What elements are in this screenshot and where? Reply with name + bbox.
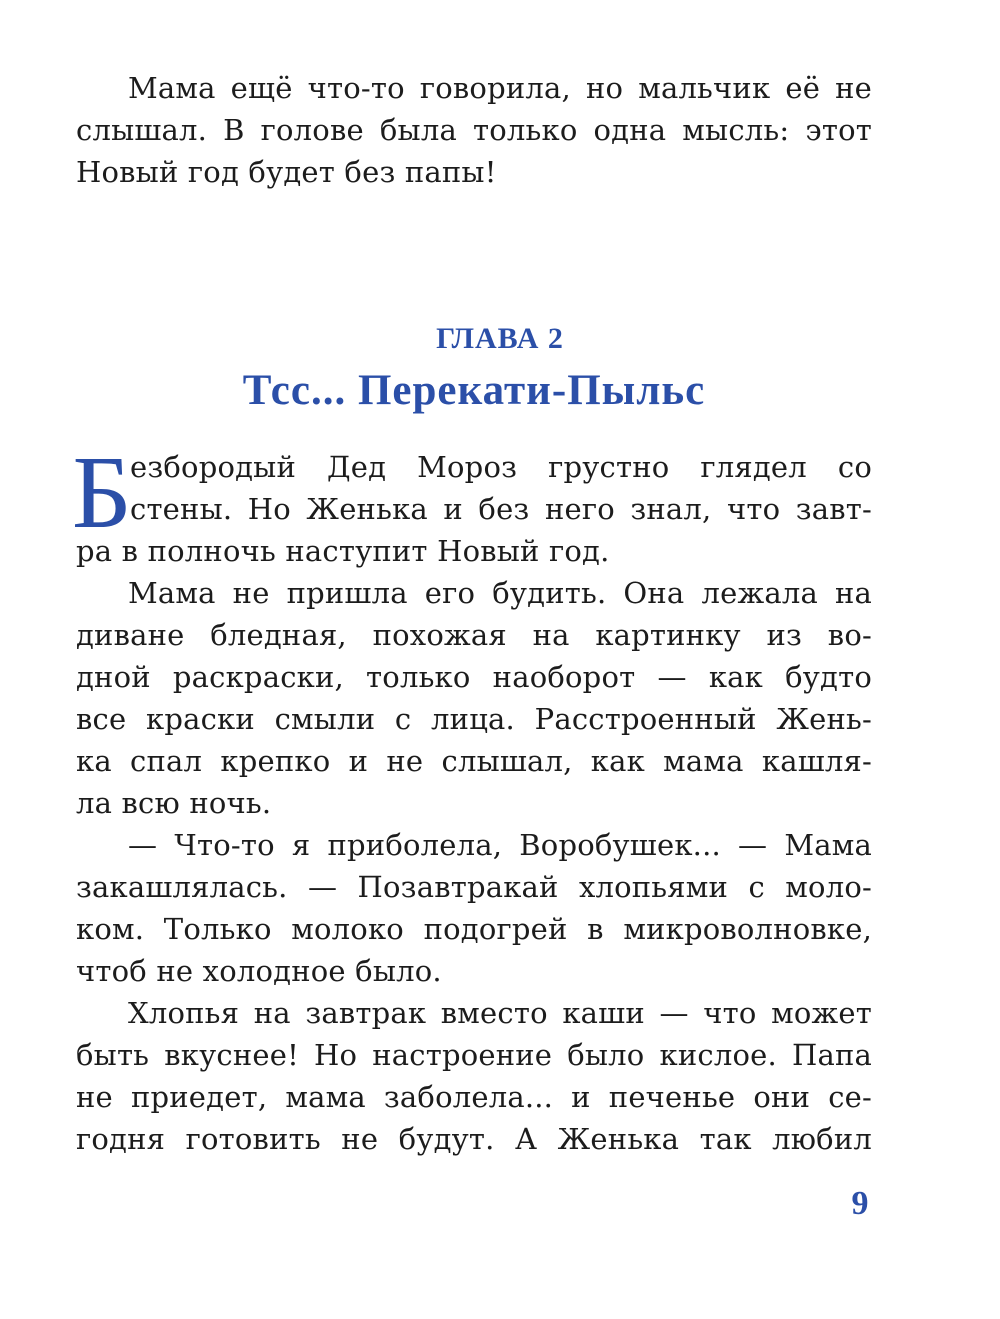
paragraph-2-line-5: ка спал крепко и не слышал, как мама кашля-	[76, 744, 872, 778]
opening-paragraph-line-3: Новый год будет без папы!	[76, 155, 497, 189]
paragraph-4-line-2: быть вкуснее! Но настроение было кислое. Папа	[76, 1038, 872, 1072]
opening-paragraph-line-2: слышал. В голове была только одна мысль: этот	[76, 113, 872, 147]
paragraph-4-line-1: Хлопья на завтрак вместо каши — что может	[128, 996, 872, 1030]
paragraph-2-line-6: ла всю ночь.	[76, 786, 272, 820]
paragraph-2-line-4: все краски смыли с лица. Расстроенный Жень-	[76, 702, 872, 736]
paragraph-3-line-4: чтоб не холодное было.	[76, 954, 442, 988]
drop-cap: Б	[72, 435, 132, 550]
opening-paragraph-line-1: Мама ещё что-то говорила, но мальчик её не	[128, 71, 872, 105]
page-number: 9	[851, 1185, 869, 1222]
paragraph-4-line-4: годня готовить не будут. А Женька так любил	[76, 1122, 872, 1156]
paragraph-3-line-2: закашлялась. — Позавтракай хлопьями с моло-	[76, 870, 872, 904]
paragraph-1-line-3: ра в полночь наступит Новый год.	[76, 534, 610, 568]
chapter-label: ГЛАВА 2	[436, 322, 564, 355]
paragraph-2-line-1: Мама не пришла его будить. Она лежала на	[128, 576, 872, 610]
paragraph-3-line-1: — Что-то я приболела, Воробушек... — Мама	[128, 828, 872, 862]
paragraph-1-line-1: езбородый Дед Мороз грустно глядел со	[130, 450, 872, 484]
chapter-title: Тсс... Перекати-Пыльс	[242, 367, 706, 414]
paragraph-2-line-3: дной раскраски, только наоборот — как будто	[76, 660, 872, 694]
paragraph-4-line-3: не приедет, мама заболела... и печенье они се-	[76, 1080, 872, 1114]
paragraph-2-line-2: диване бледная, похожая на картинку из во-	[76, 618, 872, 652]
paragraph-1-line-2: стены. Но Женька и без него знал, что завт-	[130, 492, 872, 526]
paragraph-3-line-3: ком. Только молоко подогрей в микроволновке,	[76, 912, 872, 946]
